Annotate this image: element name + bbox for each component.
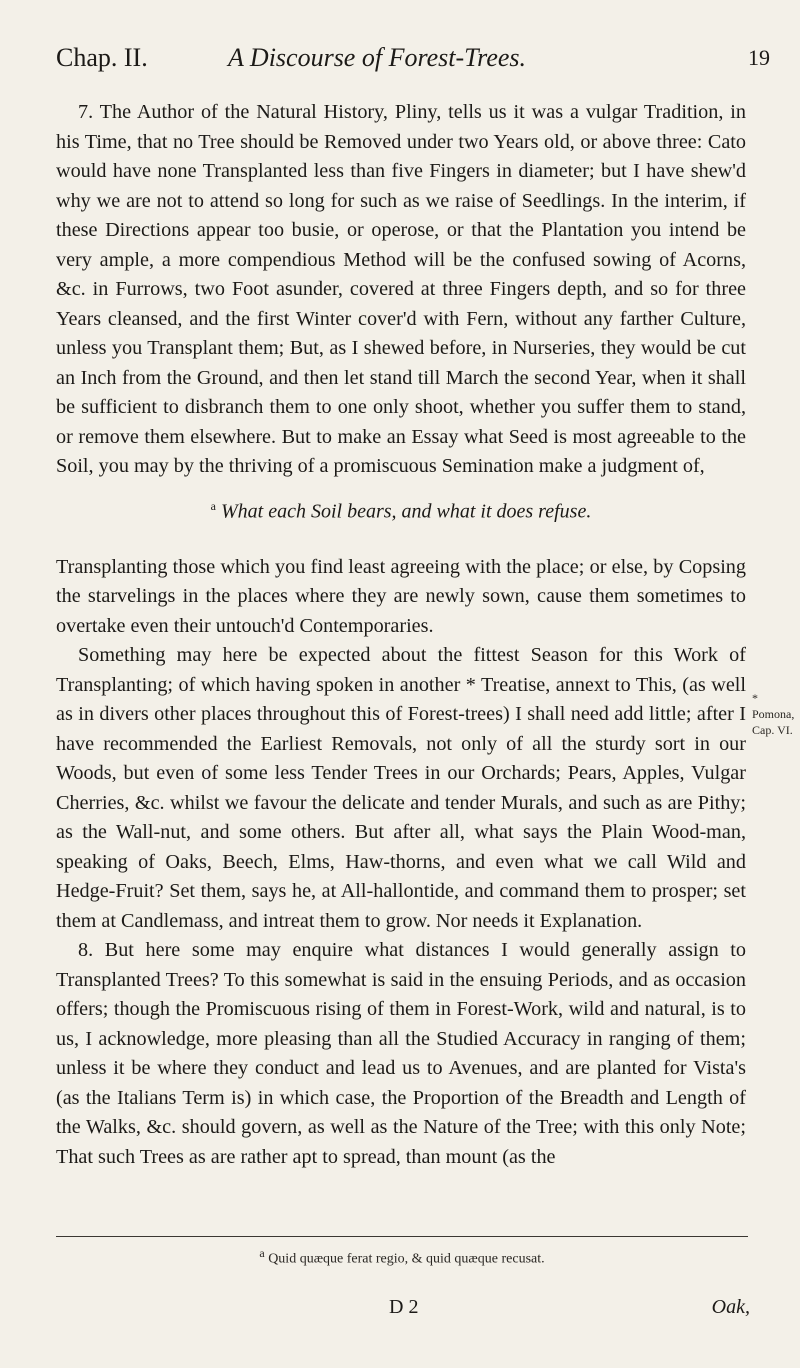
verse-quote (56, 492, 746, 527)
running-header (56, 38, 770, 78)
signature-mark: D 2 (389, 1296, 419, 1318)
catchword: Oak, (711, 1296, 750, 1318)
chapter-label: Chap. II. (56, 43, 148, 72)
footnote-divider (56, 1236, 748, 1237)
quote-footnote-marker: a (210, 498, 216, 513)
footnote-marker: a (259, 1246, 265, 1260)
page-number: 19 (748, 45, 770, 70)
margin-note-line-1: * Pomona, (752, 691, 795, 721)
paragraph-8: 8. But here some may enquire what distances I would generally assign to Transplanted Trees? To this somewhat is said in the ensuing Periods, and as occasion offers; though the Promiscuous rising of them in Forest-Work, wild and natural, is to us, I acknowledge, more pleasing than all the Studied Accuracy in ranging of them; unless it be where they conduct and lead us to Avenues, and are planted for Vista's (as the Italians Term is) in which case, the Proportion of the Breadth and Length of the Walks, &c. should govern, as well as the Nature of the Tree; with this only Note; That such Trees as are rather apt to spread, than mount (as the (56, 939, 746, 1168)
paragraph-season: Something may here be expected about the fittest Season for this Work of Transplanting; of which having spoken in another * Treatise, annext to This, (as well as in divers other places throughout this of Forest-trees) I shall need add little; after I have recommended the Earliest Removals, not only of all the sturdy sort in our Woods, but even of some less Tender Trees in our Orchards; Pears, Apples, Vulgar Cherries, &c. whilst we favour the delicate and tender Murals, and such as are Pithy; as the Wall-nut, and some others. But after all, what says the Plain Wood-man, speaking of Oaks, Beech, Elms, Haw-thorns, and even what we call Wild and Hedge-Fruit? Set them, says he, at All-hallontide, and command them to prosper; set them at Candlemass, and intreat them to grow. Nor needs it Explanation. (56, 644, 746, 932)
quote-text: What each Soil bears, and what it does refuse. (220, 500, 592, 523)
margin-note (752, 690, 800, 738)
footnote (56, 1246, 748, 1268)
paragraph-7: 7. The Author of the Natural History, Pliny, tells us it was a vulgar Tradition, in his Time, that no Tree should be Removed under two Years old, or above three: Cato would have none Transplanted less than five Fingers in diameter; but I have shew'd why we are not to attend so long for such as we raise of Seedlings. In the interim, if these Directions appear too busie, or operose, or that the Plantation you intend be very ample, a more compendious Method will be the confused sowing of Acorns, &c. in Furrows, two Foot asunder, covered at three Fingers depth, and so for three Years cleansed, and the first Winter cover'd with Fern, without any farther Culture, unless you Transplant them; But, as I shewed before, in Nurseries, they would be cut an Inch from the Ground, and then let stand till March the second Year, when it shall be sufficient to disbranch them to one only shoot, whether you suffer them to stand, or remove them elsewhere. But to make an Essay what Seed is most agreeable to the Soil, you may by the thriving of a promiscuous Semination make a judgment of, (56, 101, 746, 477)
running-title: A Discourse of Forest-Trees. (228, 43, 527, 72)
paragraph-transplanting: Transplanting those which you find least agreeing with the place; or else, by Copsing the starvelings in the places where they are newly sown, cause them sometimes to overtake even their untouch'd Contemporaries. (56, 555, 746, 637)
footnote-text: Quid quæque ferat regio, & quid quæque recusat. (268, 1251, 545, 1267)
margin-note-line-2: Cap. VI. (752, 723, 793, 737)
body-text (56, 98, 746, 1172)
